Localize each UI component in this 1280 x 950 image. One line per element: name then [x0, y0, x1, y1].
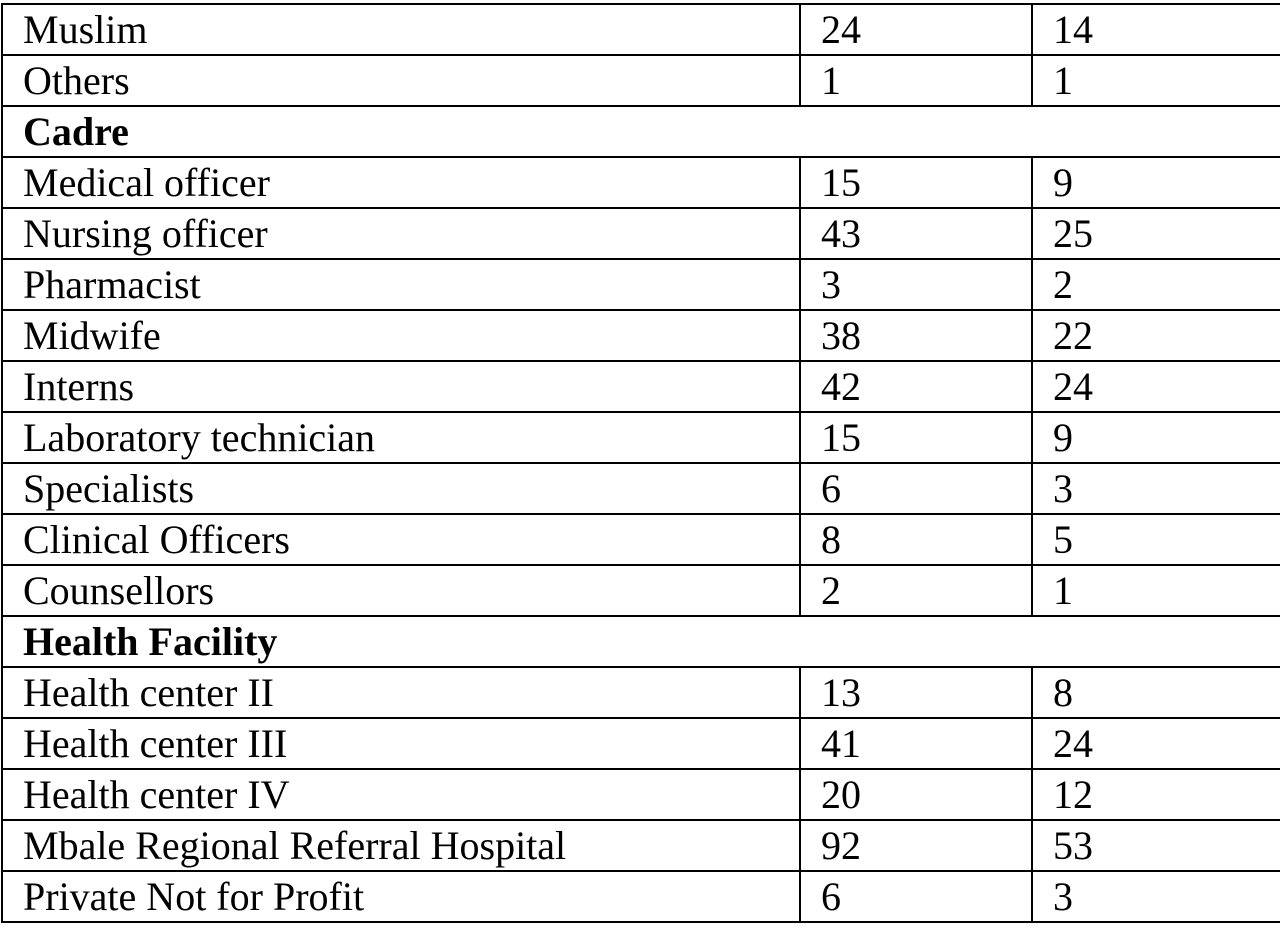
- row-label: Nursing officer: [2, 208, 800, 259]
- row-label: Pharmacist: [2, 259, 800, 310]
- row-label: Laboratory technician: [2, 412, 800, 463]
- value-cell-a: 42: [800, 361, 1032, 412]
- row-label: Private Not for Profit: [2, 871, 800, 922]
- value-cell-b: 3: [1032, 871, 1280, 922]
- row-label: Midwife: [2, 310, 800, 361]
- row-label: Health center IV: [2, 769, 800, 820]
- value-cell-b: 24: [1032, 361, 1280, 412]
- value-cell-a: 8: [800, 514, 1032, 565]
- value-cell-a: 13: [800, 667, 1032, 718]
- table-row: [2, 412, 1280, 463]
- section-header-row: [2, 106, 1280, 157]
- row-label: Health center III: [2, 718, 800, 769]
- table-row: [2, 667, 1280, 718]
- section-header-row: [2, 616, 1280, 667]
- table-row: [2, 4, 1280, 55]
- value-cell-a: 38: [800, 310, 1032, 361]
- table-row: [2, 514, 1280, 565]
- value-cell-a: 3: [800, 259, 1032, 310]
- value-cell-a: 24: [800, 4, 1032, 55]
- table-body: [2, 4, 1280, 922]
- value-cell-b: 9: [1032, 412, 1280, 463]
- section-header: Health Facility: [2, 616, 1280, 667]
- data-table: [1, 3, 1280, 923]
- value-cell-a: 15: [800, 157, 1032, 208]
- table-row: [2, 55, 1280, 106]
- value-cell-b: 1: [1032, 565, 1280, 616]
- value-cell-b: 53: [1032, 820, 1280, 871]
- table-row: [2, 820, 1280, 871]
- row-label: Health center II: [2, 667, 800, 718]
- table-row: [2, 361, 1280, 412]
- table-row: [2, 310, 1280, 361]
- row-label: Specialists: [2, 463, 800, 514]
- table-row: [2, 718, 1280, 769]
- value-cell-b: 14: [1032, 4, 1280, 55]
- value-cell-b: 22: [1032, 310, 1280, 361]
- section-header: Cadre: [2, 106, 1280, 157]
- value-cell-b: 24: [1032, 718, 1280, 769]
- table-row: [2, 871, 1280, 922]
- value-cell-b: 9: [1032, 157, 1280, 208]
- row-label: Clinical Officers: [2, 514, 800, 565]
- table-row: [2, 769, 1280, 820]
- value-cell-a: 20: [800, 769, 1032, 820]
- row-label: Counsellors: [2, 565, 800, 616]
- value-cell-b: 5: [1032, 514, 1280, 565]
- value-cell-a: 6: [800, 463, 1032, 514]
- row-label: Muslim: [2, 4, 800, 55]
- value-cell-a: 6: [800, 871, 1032, 922]
- value-cell-b: 2: [1032, 259, 1280, 310]
- value-cell-a: 43: [800, 208, 1032, 259]
- row-label: Others: [2, 55, 800, 106]
- value-cell-a: 92: [800, 820, 1032, 871]
- value-cell-b: 25: [1032, 208, 1280, 259]
- row-label: Medical officer: [2, 157, 800, 208]
- value-cell-b: 1: [1032, 55, 1280, 106]
- value-cell-a: 41: [800, 718, 1032, 769]
- value-cell-b: 8: [1032, 667, 1280, 718]
- table-row: [2, 208, 1280, 259]
- value-cell-a: 15: [800, 412, 1032, 463]
- table-row: [2, 157, 1280, 208]
- table-row: [2, 259, 1280, 310]
- table-row: [2, 463, 1280, 514]
- value-cell-a: 1: [800, 55, 1032, 106]
- value-cell-a: 2: [800, 565, 1032, 616]
- value-cell-b: 12: [1032, 769, 1280, 820]
- row-label: Interns: [2, 361, 800, 412]
- value-cell-b: 3: [1032, 463, 1280, 514]
- table-row: [2, 565, 1280, 616]
- row-label: Mbale Regional Referral Hospital: [2, 820, 800, 871]
